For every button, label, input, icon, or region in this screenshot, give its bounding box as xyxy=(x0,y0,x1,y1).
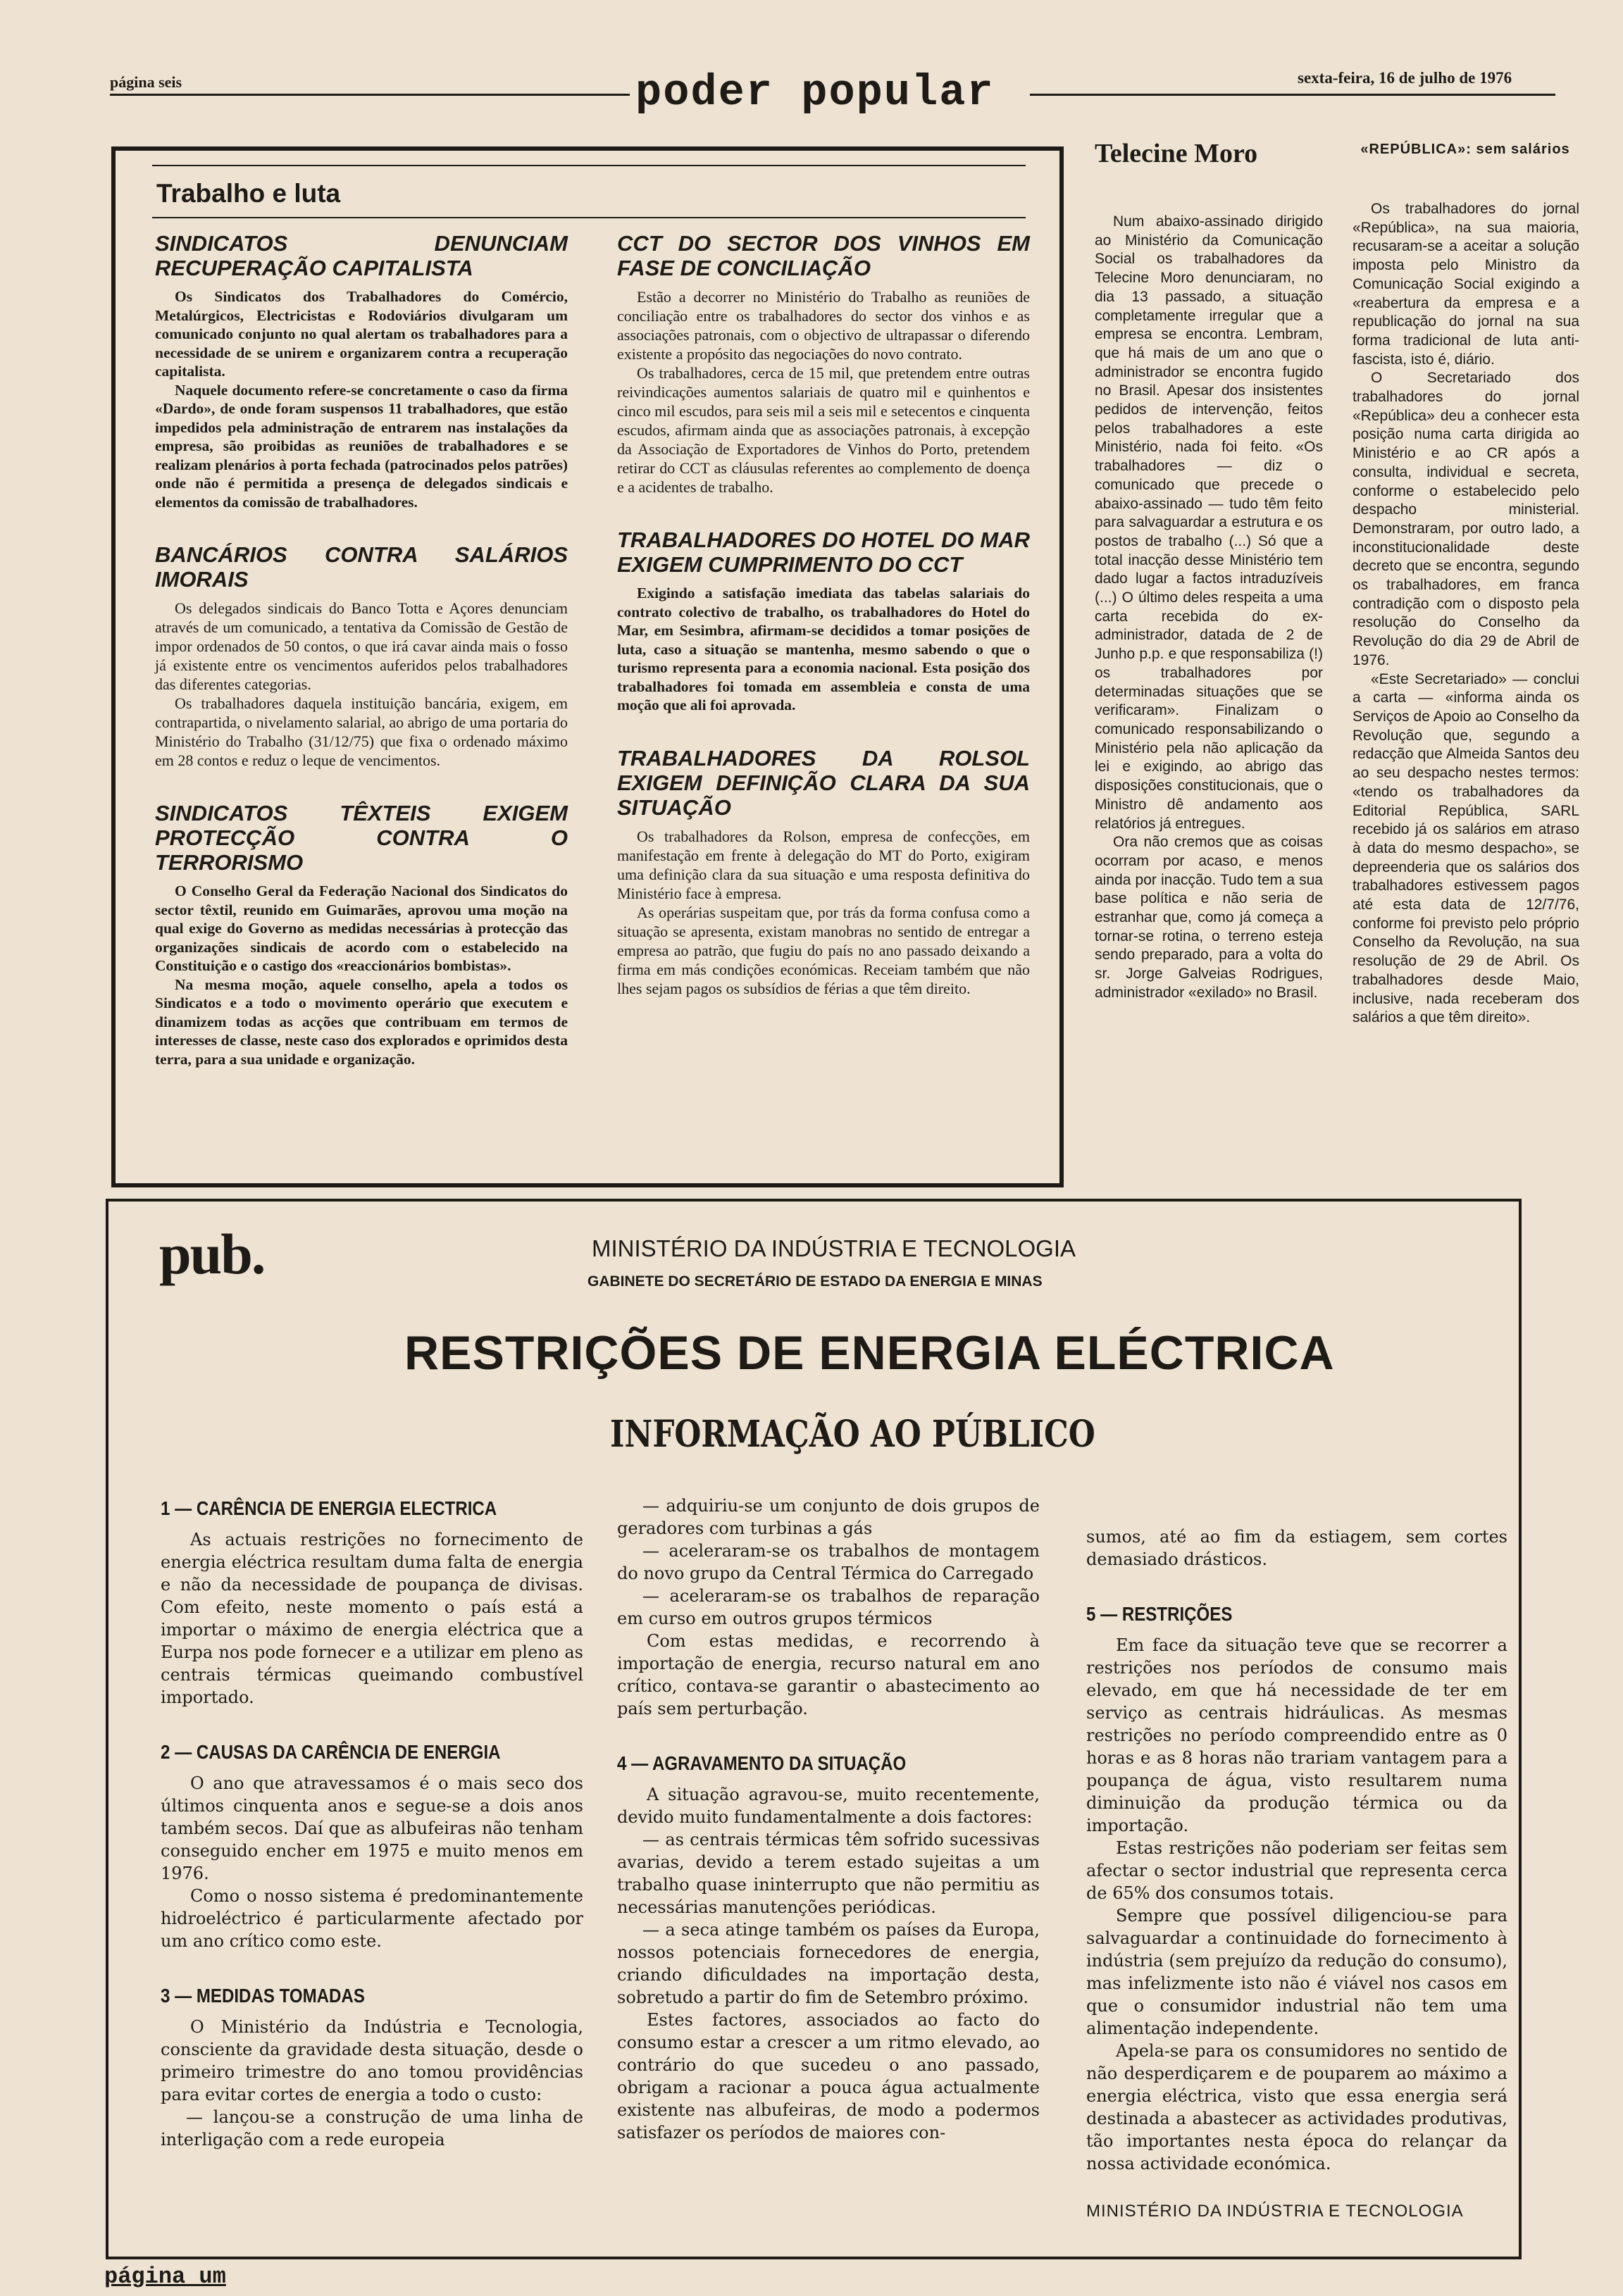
telecine-article xyxy=(1095,213,1323,1003)
section-spacer xyxy=(1086,2175,1507,2195)
notice-paragraph: Estas restrições não poderiam ser feitas sem afectar o sector industrial que representa cerca de 65% dos consumos totais. xyxy=(1086,1838,1507,1903)
notice-paragraph: A situação agravou-se, muito recentemente, devido muito fundamentalmente a dois factores: xyxy=(617,1785,1040,1827)
notice-paragraph: Sempre que possível diligenciou-se para salvaguardar a continuidade do fornecimento à indústria (sem prejuízo da redução do consumo), mas infelizmente isto não é viável nos casos em que o consumidor industrial não tem uma alimentação independente. xyxy=(1086,1906,1507,2038)
notice-section-heading: 2 — CAUSAS DA CARÊNCIA DE ENERGIA xyxy=(161,1741,501,1763)
notice-section-heading: 4 — AGRAVAMENTO DA SITUAÇÃO xyxy=(617,1752,907,1774)
notice-section-heading: 3 — MEDIDAS TOMADAS xyxy=(161,1985,365,2007)
labour-column-left xyxy=(155,231,568,1068)
article-paragraph: Estão a decorrer no Ministério do Trabalho as reuniões de conciliação entre os trabalhadores do sector dos vinhos e as associações patronais, com o objectivo de ultrapassar o diferendo existente a propósito das negociações do novo contrato. xyxy=(617,288,1030,363)
section-spacer xyxy=(617,1720,1040,1752)
notice-paragraph: Apela-se para os consumidores no sentido de não desperdiçarem e de pouparem ao máximo a energia eléctrica, visto que essa energia será destinada a abastecer as actividades produtivas, tão importantes nesta época do relançar da nossa actividade económica. xyxy=(1086,2041,1507,2173)
page-number-label: página seis xyxy=(110,73,182,91)
notice-paragraph: O Ministério da Indústria e Tecnologia, consciente da gravidade desta situação, desde o primeiro trimestre do ano tomou providências para evitar cortes de energia a todo o custo: xyxy=(161,2017,583,2104)
ministry-name: MINISTÉRIO DA INDÚSTRIA E TECNOLOGIA xyxy=(592,1235,1076,1261)
article-spacer xyxy=(617,497,1030,528)
box-top-rule xyxy=(152,165,1026,166)
masthead: poder popular xyxy=(635,68,995,118)
energy-notice-ad xyxy=(106,1199,1522,2259)
republica-paragraph: «Este Secretariado» — conclui a carta — «informa ainda os Serviços de Apoio ao Conselho da Revolução que, segundo a redacção que Almeida Santos deu ao seu despacho nestes termos: «tendo os trabalhadores da Editorial República, SARL recebido já os salários em atraso à data do mesmo despacho», se depreenderia que os salários dos trabalhadores estivessem pagos até esta data de 12/7/76, conforme foi previsto pelo próprio Conselho da Revolução, na sua resolução de 29 de Abril. Os trabalhadores desde Maio, inclusive, nada receberam dos salários a que têm direito». xyxy=(1352,670,1579,1026)
section-spacer xyxy=(1086,1571,1507,1603)
box-title-rule xyxy=(152,217,1026,218)
notice-paragraph: O ano que atravessamos é o mais seco dos últimos cinquenta anos e segue-se a dois anos também secos. Daí que as albufeiras não tenham conseguido encher em 1975 e muito menos em 1976. xyxy=(161,1773,583,1883)
notice-paragraph: — as centrais térmicas têm sofrido sucessivas avarias, devido a terem estado sujeitas a um trabalho quase ininterrupto que não permitiu as necessárias manutenções periódicas. xyxy=(617,1830,1040,1917)
article-paragraph: Os trabalhadores daquela instituição bancária, exigem, em contrapartida, o nivelamento salarial, ao abrigo de uma portaria do Ministério do Trabalho (31/12/75) que fixa o ordenado máximo em 28 contos e reduz o leque de vencimentos. xyxy=(155,694,568,769)
office-name: GABINETE DO SECRETÁRIO DE ESTADO DA ENERGIA E MINAS xyxy=(587,1273,1043,1290)
labour-column-right xyxy=(617,231,1030,998)
telecine-title: Telecine Moro xyxy=(1095,139,1258,168)
telecine-paragraph: Num abaixo-assinado dirigido ao Ministério da Comunicação Social os trabalhadores da Telecine Moro denunciaram, no dia 13 passado, a situação completamente irregular que a empresa se encontra. Lembram, que há mais de um ano que o administrador se encontra fugido no Brasil. Apesar dos insistentes pedidos de intervenção, feitos pelos trabalhadores a este Ministério, nada foi feito. «Os trabalhadores — diz o comunicado que precede o abaixo-assinado — tudo têm feito para salvaguardar a estrutura e os postos de trabalho (...) Só que a total inacção desse Ministério tem dado lugar a factos intraduzíveis (...) O último deles respeita a uma carta recebida do ex-administrador, datada de 2 de Junho p.p. e que responsabiliza (!) os trabalhadores por determinadas situações que se verificaram». Finalizam o comunicado responsabilizando o Ministério pela não aplicação da lei e exigindo, ao abrigo das disposições constitucionais, que o Ministro dê andamento aos relatórios já entregues. xyxy=(1095,213,1323,832)
issue-date: sexta-feira, 16 de julho de 1976 xyxy=(1298,69,1512,87)
notice-paragraph: Como o nosso sistema é predominantemente hidroeléctrico é particularmente afectado por um ano crítico como este. xyxy=(161,1886,583,1951)
notice-paragraph: — a seca atinge também os países da Europa, nossos potenciais fornecedores de energia, criando dificuldades na importação desta, sobretudo a partir do fim de Setembro próximo. xyxy=(617,1920,1040,2007)
republica-title: «REPÚBLICA»: sem salários xyxy=(1360,142,1570,157)
article-headline: SINDICATOS DENUNCIAM RECUPERAÇÃO CAPITALISTA xyxy=(155,231,568,280)
republica-paragraph: O Secretariado dos trabalhadores do jornal «República» deu a conhecer esta posição numa carta dirigida ao Ministério e ao CR após a consulta, individual e secreta, conforme o estabelecido pelo despacho ministerial. Demonstraram, por outro lado, a inconstitucionalidade deste decreto que se encontra, segundo os trabalhadores, em franca contradição com o disposto pela resolução do Conselho da Revolução do dia 29 de Abril de 1976. xyxy=(1352,370,1579,668)
article-paragraph: Naquele documento refere-se concretamente o caso da firma «Dardo», de onde foram suspensos 11 trabalhadores, que estão impedidos pela administração de entrarem nas instalações da empresa, são proibidas as reuniões de trabalhadores e se realizam plenários à porta fechada (patrocinados pelos patrões) onde não é permitida a presença de delegados sindicais e elementos da comissão de trabalhadores. xyxy=(155,381,568,511)
section-spacer xyxy=(161,1952,583,1985)
notice-paragraph: As actuais restrições no fornecimento de energia eléctrica resultam duma falta de energia e não da necessidade de poupança de divisas. Com efeito, neste momento o país está a importar o máximo de energia eléctrica que a Eurpa nos pode fornecer e a utilizar em pleno as centrais térmicas queimando combustível importado. xyxy=(161,1530,583,1707)
article-spacer xyxy=(155,511,568,542)
ad-column-1 xyxy=(161,1497,583,2151)
article-paragraph: Exigindo a satisfação imediata das tabelas salariais do contrato colectivo de trabalho, os trabalhadores do Hotel do Mar, em Sesimbra, afirmam-se decididos a tomar posições de luta, caso a situação se mantenha, mesmo sabendo o que o turismo representa para a economia nacional. Esta posição dos trabalhadores foi tomada em assembleia e consta de uma moção que ali foi aprovada. xyxy=(617,585,1030,713)
article-paragraph: Os trabalhadores, cerca de 15 mil, que pretendem entre outras reivindicações aumentos salariais de quatro mil e quinhentos e cinco mil escudos, para seis mil a seis mil e setecentos e cinquenta escudos, afirmam ainda que as associações patronais, à excepção da Associação de Exportadores de Vinhos do Porto, pretendem retirar do CCT as cláusulas referentes ao complemento de doença e a acidentes de trabalho. xyxy=(617,364,1030,496)
article-headline: CCT DO SECTOR DOS VINHOS EM FASE DE CONCILIAÇÃO xyxy=(617,231,1030,280)
masthead-rule-right xyxy=(1030,94,1555,96)
article-headline: SINDICATOS TÊXTEIS EXIGEM PROTECÇÃO CONTRA O TERRORISMO xyxy=(155,801,568,875)
ad-subhead: INFORMAÇÃO AO PÚBLICO xyxy=(610,1413,1095,1456)
article-headline: BANCÁRIOS CONTRA SALÁRIOS IMORAIS xyxy=(155,542,568,592)
article-paragraph: O Conselho Geral da Federação Nacional dos Sindicatos do sector têxtil, reunido em Guimarães, aprovou uma moção na qual exige do Governo as medidas necessárias à protecção das organizações sindicais de acordo com o estabelecido na Constituição e o castigo dos «reaccionários bombistas». xyxy=(155,882,568,974)
footer-page-label: página um xyxy=(104,2264,226,2290)
ad-headline: RESTRIÇÕES DE ENERGIA ELÉCTRICA xyxy=(404,1326,1335,1380)
notice-section-heading: 1 — CARÊNCIA DE ENERGIA ELECTRICA xyxy=(161,1497,497,1519)
article-headline: TRABALHADORES DA ROLSOL EXIGEM DEFINIÇÃO CLARA DA SUA SITUAÇÃO xyxy=(617,745,1030,820)
article-paragraph: Na mesma moção, aquele conselho, apela a todos os Sindicatos e a todo o movimento operário que executem e dinamizem todas as acções que contribuam em termos de interesses de classe, neste caso dos explorados e oprimidos desta terra, para a sua unidade e organização. xyxy=(155,975,568,1068)
notice-section-heading: 5 — RESTRIÇÕES xyxy=(1086,1603,1233,1625)
notice-paragraph: Em face da situação teve que se recorrer a restrições nos períodos de consumo mais elevado, em que há necessidade de ter em serviço as centrais hidráulicas. As mesmas restrições no período compreendido entre as 0 horas e as 8 horas não trariam vantagem para a poupança de água, visto resultarem numa diminuição da produção térmica ou da importação. xyxy=(1086,1635,1507,1835)
telecine-paragraph: Ora não cremos que as coisas ocorram por acaso, e menos ainda por inacção. Tudo tem a sua base política e não seria de estranhar que, como já começa a tornar-se rotina, o terreno esteja sendo preparado, para a volta do sr. Jorge Galveias Rodrigues, administrador «exilado» no Brasil. xyxy=(1095,834,1323,1001)
notice-paragraph: — adquiriu-se um conjunto de dois grupos de geradores com turbinas a gás xyxy=(617,1496,1040,1538)
ad-column-3 xyxy=(1086,1526,1507,2223)
article-headline: TRABALHADORES DO HOTEL DO MAR EXIGEM CUMPRIMENTO DO CCT xyxy=(617,528,1030,577)
notice-paragraph: — aceleraram-se os trabalhos de reparação em curso em outros grupos térmicos xyxy=(617,1586,1040,1628)
notice-paragraph: MINISTÉRIO DA INDÚSTRIA E TECNOLOGIA xyxy=(1086,2202,1464,2221)
article-spacer xyxy=(155,770,568,801)
notice-paragraph: — lançou-se a construção de uma linha de interligação com a rede europeia xyxy=(161,2107,583,2150)
article-paragraph: As operárias suspeitam que, por trás da forma confusa como a situação se apresenta, existam manobras no sentido de entregar a empresa ao patrão, que fugiu do país no ano passado deixando a firma em más condições económicas. Receiam também que não lhes sejam pagos os subsídios de férias a que têm direito. xyxy=(617,903,1030,997)
republica-paragraph: Os trabalhadores do jornal «República», na sua maioria, recusaram-se a aceitar a solução imposta pelo Ministro da Comunicação Social exigindo a «reabertura da empresa e a republicação do jornal na sua forma tradicional de luta anti-fascista, isto é, diário. xyxy=(1352,201,1579,368)
notice-paragraph: — aceleraram-se os trabalhos de montagem do novo grupo da Central Térmica do Carregado xyxy=(617,1541,1040,1583)
article-paragraph: Os delegados sindicais do Banco Totta e Açores denunciam através de um comunicado, a tentativa da Comissão de Gestão de impor ordenados de 50 contos, o que irá cavar ainda mais o fosso já existente entre os vencimentos auferidos pelos trabalhadores das diferentes categorias. xyxy=(155,599,568,693)
notice-paragraph: sumos, até ao fim da estiagem, sem cortes demasiado drásticos. xyxy=(1086,1527,1507,1569)
masthead-rule-left xyxy=(110,94,630,96)
section-title: Trabalho e luta xyxy=(156,179,341,208)
ad-column-2 xyxy=(617,1495,1040,2144)
section-spacer xyxy=(161,1709,583,1741)
article-paragraph: Os Sindicatos dos Trabalhadores do Comércio, Metalúrgicos, Electricistas e Rodoviários divulgaram um comunicado conjunto no qual alertam os trabalhadores para a necessidade de se unirem e organizarem contra a recuperação capitalista. xyxy=(155,288,568,380)
article-spacer xyxy=(617,715,1030,746)
notice-paragraph: Estes factores, associados ao facto do consumo estar a crescer a um ritmo elevado, ao contrário do que sucedeu o ano passado, obrigam a racionar a pouca água actualmente existente nas albufeiras, de modo a podermos satisfazer os períodos de maiores con- xyxy=(617,2010,1040,2142)
labour-news-box xyxy=(111,146,1064,1187)
republica-article xyxy=(1352,200,1579,1028)
article-paragraph: Os trabalhadores da Rolson, empresa de confecções, em manifestação em frente à delegação do MT do Porto, exigiram uma definição clara da sua situação e uma resposta definitiva do Ministério face à empresa. xyxy=(617,827,1030,902)
ad-label: pub. xyxy=(159,1222,265,1286)
notice-paragraph: Com estas medidas, e recorrendo à importação de energia, recurso natural em ano crítico, contava-se garantir o abastecimento ao país sem perturbação. xyxy=(617,1631,1040,1718)
